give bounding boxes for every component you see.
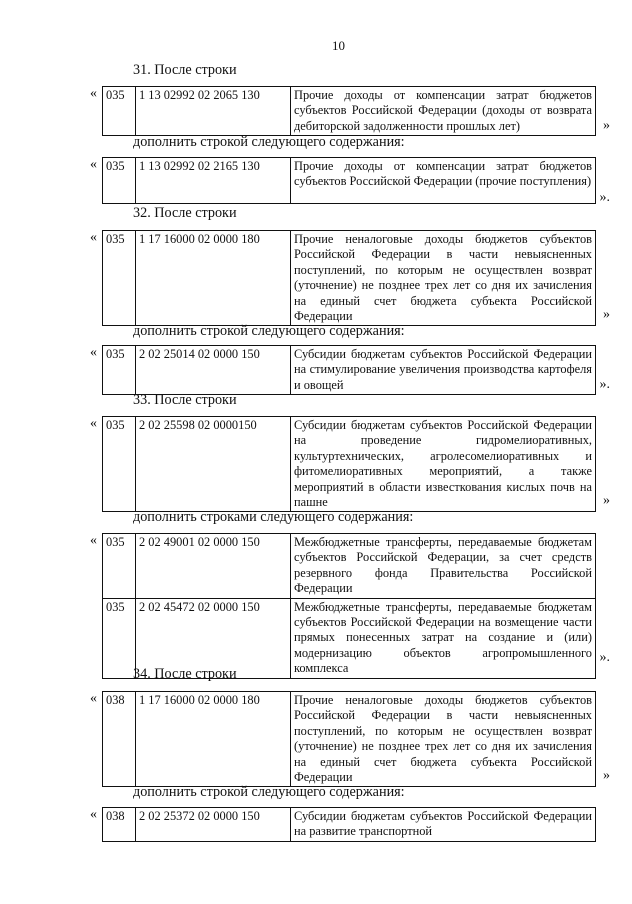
kbk-code-cell: 1 17 16000 02 0000 180 (136, 231, 291, 326)
section-heading: 33. После строки (133, 392, 237, 408)
opening-quote: « (90, 807, 97, 822)
amendment-block (90, 86, 610, 134)
description-cell: Субсидии бюджетам субъектов Российской Федерации на стимулирование увеличения производства картофеля и овощей (291, 346, 596, 395)
admin-code-cell: 035 (103, 534, 136, 599)
admin-code-cell: 035 (103, 417, 136, 512)
budget-code-table (102, 807, 596, 842)
section-heading: дополнить строкой следующего содержания: (133, 323, 405, 339)
budget-code-table (102, 86, 596, 136)
table-row (103, 231, 596, 326)
kbk-code-cell: 2 02 25598 02 0000150 (136, 417, 291, 512)
kbk-code-cell: 1 13 02992 02 2165 130 (136, 158, 291, 204)
table-row (103, 692, 596, 787)
budget-code-table (102, 345, 596, 395)
closing-quote: ». (599, 650, 610, 665)
opening-quote: « (90, 86, 97, 101)
section-heading: дополнить строкой следующего содержания: (133, 784, 405, 800)
description-cell: Межбюджетные трансферты, передаваемые бюджетам субъектов Российской Федерации на возмещение части прямых понесенных затрат на создание и (или) модернизацию объектов агропромышленного комплекса (291, 598, 596, 678)
description-cell: Межбюджетные трансферты, передаваемые бюджетам субъектов Российской Федерации, за счет средств резервного фонда Правительства Российской Федерации (291, 534, 596, 599)
opening-quote: « (90, 345, 97, 360)
description-cell: Субсидии бюджетам субъектов Российской Федерации на проведение гидромелиоративных, культуртехнических, агролесомелиоративных и фитомелиоративных мероприятий, а также мероприятий в области известкования кислых почв на пашне (291, 417, 596, 512)
description-cell: Прочие неналоговые доходы бюджетов субъектов Российской Федерации в части невыясненных поступлений, по которым не осуществлен возврат (уточнение) не позднее трех лет со дня их зачисления на единый счет бюджета субъекта Российской Федерации (291, 692, 596, 787)
budget-code-table (102, 691, 596, 787)
description-cell: Прочие неналоговые доходы бюджетов субъектов Российской Федерации в части невыясненных поступлений, по которым не осуществлен возврат (уточнение) не позднее трех лет со дня их зачисления на единый счет бюджета субъекта Российской Федерации (291, 231, 596, 326)
admin-code-cell: 038 (103, 808, 136, 842)
closing-quote: » (603, 493, 610, 508)
admin-code-cell: 035 (103, 598, 136, 678)
section-heading: 31. После строки (133, 62, 237, 78)
section-heading: дополнить строкой следующего содержания: (133, 134, 405, 150)
admin-code-cell: 035 (103, 158, 136, 204)
table-row (103, 808, 596, 842)
opening-quote: « (90, 691, 97, 706)
budget-code-table (102, 416, 596, 512)
admin-code-cell: 035 (103, 346, 136, 395)
amendment-block (90, 416, 610, 510)
admin-code-cell: 038 (103, 692, 136, 787)
kbk-code-cell: 1 17 16000 02 0000 180 (136, 692, 291, 787)
opening-quote: « (90, 157, 97, 172)
admin-code-cell: 035 (103, 231, 136, 326)
amendment-block (90, 345, 610, 393)
closing-quote: ». (599, 377, 610, 392)
kbk-code-cell: 2 02 49001 02 0000 150 (136, 534, 291, 599)
table-row (103, 417, 596, 512)
budget-code-table (102, 533, 596, 679)
opening-quote: « (90, 533, 97, 548)
admin-code-cell: 035 (103, 87, 136, 136)
budget-code-table (102, 157, 596, 204)
opening-quote: « (90, 230, 97, 245)
closing-quote: ». (599, 190, 610, 205)
table-row (103, 346, 596, 395)
amendment-block (90, 230, 610, 324)
kbk-code-cell: 2 02 45472 02 0000 150 (136, 598, 291, 678)
table-row (103, 87, 596, 136)
closing-quote: » (603, 768, 610, 783)
section-heading: дополнить строками следующего содержания: (133, 509, 414, 525)
table-row (103, 158, 596, 204)
closing-quote: » (603, 118, 610, 133)
section-heading: 32. После строки (133, 205, 237, 221)
description-cell: Прочие доходы от компенсации затрат бюджетов субъектов Российской Федерации (прочие поступления) (291, 158, 596, 204)
description-cell: Прочие доходы от компенсации затрат бюджетов субъектов Российской Федерации (доходы от возврата дебиторской задолженности прошлых лет) (291, 87, 596, 136)
opening-quote: « (90, 416, 97, 431)
closing-quote: » (603, 307, 610, 322)
kbk-code-cell: 2 02 25014 02 0000 150 (136, 346, 291, 395)
table-row (103, 534, 596, 599)
amendment-block (90, 807, 610, 843)
kbk-code-cell: 1 13 02992 02 2065 130 (136, 87, 291, 136)
budget-code-table (102, 230, 596, 326)
amendment-block (90, 157, 610, 205)
section-heading: 34. После строки (133, 666, 237, 682)
page-number: 10 (332, 38, 345, 53)
amendment-block (90, 691, 610, 785)
description-cell: Субсидии бюджетам субъектов Российской Федерации на развитие транспортной (291, 808, 596, 842)
kbk-code-cell: 2 02 25372 02 0000 150 (136, 808, 291, 842)
